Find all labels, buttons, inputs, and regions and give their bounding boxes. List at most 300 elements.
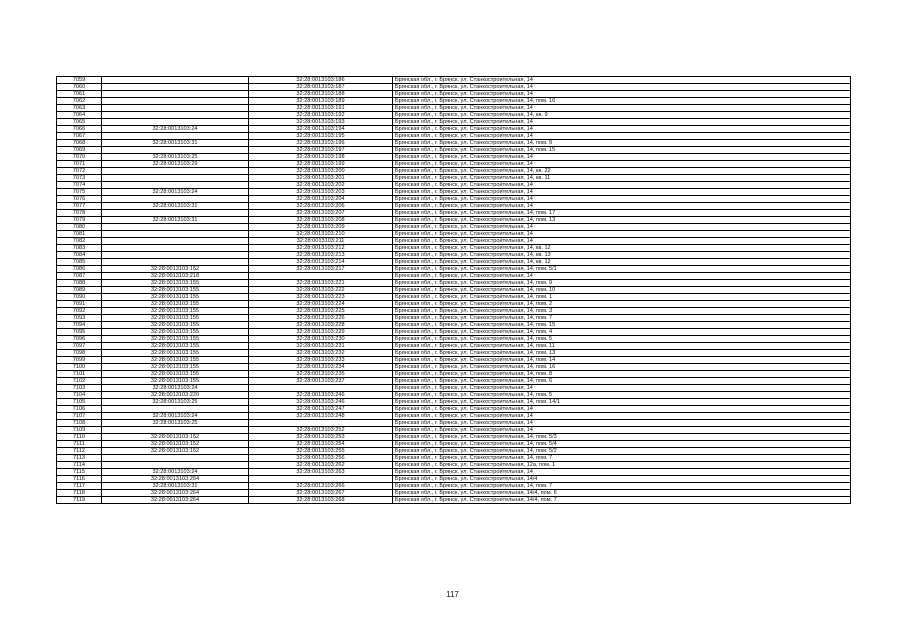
address-cell: Брянская обл., г. Брянск, ул. Станкостроительная, 14, кв. 12 xyxy=(393,245,851,252)
old-cadastral-cell xyxy=(102,182,249,189)
old-cadastral-cell xyxy=(102,133,249,140)
table-row xyxy=(57,308,851,315)
old-cadastral-cell: 32:28:0013103:155 xyxy=(102,287,249,294)
cadastral-number-cell: 32:28:0013103:212 xyxy=(249,245,393,252)
address-cell: Брянская обл., г. Брянск, ул. Станкостроительная, 14 xyxy=(393,154,851,161)
old-cadastral-cell xyxy=(102,77,249,84)
row-number-cell: 7103 xyxy=(57,385,102,392)
cadastral-number-cell: 32:28:0013103:233 xyxy=(249,357,393,364)
address-cell: Брянская обл., г. Брянск, ул. Станкостроительная, 14, пом. 2 xyxy=(393,301,851,308)
table-row xyxy=(57,469,851,476)
table-row xyxy=(57,231,851,238)
old-cadastral-cell: 32:28:0013103:155 xyxy=(102,343,249,350)
row-number-cell: 7115 xyxy=(57,469,102,476)
address-cell: Брянская обл., г. Брянск, ул. Станкостроительная, 14 xyxy=(393,413,851,420)
table-row xyxy=(57,252,851,259)
row-number-cell: 7096 xyxy=(57,336,102,343)
address-cell: Брянская обл., г. Брянск, ул. Станкостроительная, 14/4 xyxy=(393,476,851,483)
address-cell: Брянская обл., г. Брянск, ул. Станкостроительная, 14, пом. 7 xyxy=(393,315,851,322)
address-cell: Брянская обл., г. Брянск, ул. Станкостроительная, 14, пом. 4 xyxy=(393,329,851,336)
row-number-cell: 7110 xyxy=(57,434,102,441)
table-row xyxy=(57,336,851,343)
old-cadastral-cell xyxy=(102,406,249,413)
cadastral-number-cell: 32:28:0013103:194 xyxy=(249,126,393,133)
old-cadastral-cell: 32:28:0013103:24 xyxy=(102,469,249,476)
address-cell: Брянская обл., г. Брянск, ул. Станкостроительная, 14 xyxy=(393,196,851,203)
address-cell: Брянская обл., г. Брянск, ул. Станкостроительная, 14, кв. 9 xyxy=(393,112,851,119)
cadastral-number-cell: 32:28:0013103:187 xyxy=(249,84,393,91)
cadastral-number-cell: 32:28:0013103:224 xyxy=(249,301,393,308)
row-number-cell: 7086 xyxy=(57,266,102,273)
cadastral-number-cell: 32:28:0013103:214 xyxy=(249,259,393,266)
address-cell: Брянская обл., г. Брянск, ул. Станкостроительная, 14, кв. 22 xyxy=(393,168,851,175)
row-number-cell: 7087 xyxy=(57,273,102,280)
address-cell: Брянская обл., г. Брянск, ул. Станкостроительная, 14, пом. 16 xyxy=(393,364,851,371)
address-cell: Брянская обл., г. Брянск, ул. Станкостроительная, 14 xyxy=(393,105,851,112)
table-row xyxy=(57,238,851,245)
cadastral-number-cell: 32:28:0013103:200 xyxy=(249,168,393,175)
address-cell: Брянская обл., г. Брянск, ул. Станкостроительная, 12а, пом. 1 xyxy=(393,462,851,469)
cadastral-number-cell: 32:28:0013103:192 xyxy=(249,112,393,119)
old-cadastral-cell: 32:28:0013103:31 xyxy=(102,140,249,147)
register-sheet xyxy=(56,76,850,504)
row-number-cell: 7069 xyxy=(57,147,102,154)
row-number-cell: 7071 xyxy=(57,161,102,168)
cadastral-number-cell: 32:28:0013103:210 xyxy=(249,231,393,238)
cadastral-number-cell: 32:28:0013103:267 xyxy=(249,490,393,497)
row-number-cell: 7074 xyxy=(57,182,102,189)
row-number-cell: 7109 xyxy=(57,427,102,434)
address-cell: Брянская обл., г. Брянск, ул. Станкостроительная, 14, кв. 11 xyxy=(393,175,851,182)
cadastral-number-cell: 32:28:0013103:246 xyxy=(249,392,393,399)
table-row xyxy=(57,140,851,147)
cadastral-number-cell xyxy=(249,476,393,483)
cadastral-number-cell: 32:28:0013103:256 xyxy=(249,455,393,462)
cadastral-number-cell: 32:28:0013103:231 xyxy=(249,343,393,350)
cadastral-number-cell: 32:28:0013103:207 xyxy=(249,210,393,217)
cadastral-number-cell: 32:28:0013103:213 xyxy=(249,252,393,259)
old-cadastral-cell: 32:28:0013103:220 xyxy=(102,392,249,399)
old-cadastral-cell xyxy=(102,231,249,238)
old-cadastral-cell: 32:28:0013103:155 xyxy=(102,329,249,336)
table-row xyxy=(57,175,851,182)
old-cadastral-cell xyxy=(102,427,249,434)
old-cadastral-cell: 32:28:0013103:31 xyxy=(102,483,249,490)
address-cell: Брянская обл., г. Брянск, ул. Станкостроительная, 14, пом. 3 xyxy=(393,308,851,315)
table-row xyxy=(57,294,851,301)
row-number-cell: 7070 xyxy=(57,154,102,161)
address-cell: Брянская обл., г. Брянск, ул. Станкостроительная, 14, пом. 13 xyxy=(393,350,851,357)
row-number-cell: 7060 xyxy=(57,84,102,91)
cadastral-number-cell: 32:28:0013103:263 xyxy=(249,469,393,476)
cadastral-register-table xyxy=(56,76,851,504)
address-cell: Брянская обл., г. Брянск, ул. Станкостроительная, 14, пом. 5/1 xyxy=(393,266,851,273)
row-number-cell: 7065 xyxy=(57,119,102,126)
cadastral-number-cell: 32:28:0013103:266 xyxy=(249,483,393,490)
old-cadastral-cell: 32:28:0013103:25 xyxy=(102,399,249,406)
old-cadastral-cell: 32:28:0013103:29 xyxy=(102,161,249,168)
table-row xyxy=(57,483,851,490)
address-cell: Брянская обл., г. Брянск, ул. Станкостроительная, 14 xyxy=(393,469,851,476)
address-cell: Брянская обл., г. Брянск, ул. Станкостроительная, 14, пом. 5/3 xyxy=(393,434,851,441)
table-row xyxy=(57,448,851,455)
row-number-cell: 7093 xyxy=(57,315,102,322)
row-number-cell: 7101 xyxy=(57,371,102,378)
row-number-cell: 7059 xyxy=(57,77,102,84)
address-cell: Брянская обл., г. Брянск, ул. Станкостроительная, 14, пом. 10 xyxy=(393,287,851,294)
address-cell: Брянская обл., г. Брянск, ул. Станкостроительная, 14 xyxy=(393,203,851,210)
cadastral-number-cell: 32:28:0013103:225 xyxy=(249,308,393,315)
address-cell: Брянская обл., г. Брянск, ул. Станкостроительная, 14 xyxy=(393,273,851,280)
old-cadastral-cell xyxy=(102,91,249,98)
cadastral-number-cell: 32:28:0013103:228 xyxy=(249,322,393,329)
old-cadastral-cell: 32:28:0013103:24 xyxy=(102,385,249,392)
table-row xyxy=(57,112,851,119)
page-number: 117 xyxy=(446,590,459,599)
row-number-cell: 7077 xyxy=(57,203,102,210)
table-row xyxy=(57,434,851,441)
row-number-cell: 7094 xyxy=(57,322,102,329)
row-number-cell: 7089 xyxy=(57,287,102,294)
table-row xyxy=(57,322,851,329)
address-cell: Брянская обл., г. Брянск, ул. Станкостроительная, 14, пом. 7 xyxy=(393,455,851,462)
address-cell: Брянская обл., г. Брянск, ул. Станкостроительная, 14 xyxy=(393,91,851,98)
old-cadastral-cell xyxy=(102,245,249,252)
address-cell: Брянская обл., г. Брянск, ул. Станкостроительная, 14 xyxy=(393,189,851,196)
old-cadastral-cell: 32:28:0013103:31 xyxy=(102,217,249,224)
table-row xyxy=(57,455,851,462)
table-row xyxy=(57,392,851,399)
row-number-cell: 7098 xyxy=(57,350,102,357)
old-cadastral-cell: 32:28:0013103:155 xyxy=(102,294,249,301)
cadastral-number-cell: 32:28:0013103:204 xyxy=(249,196,393,203)
address-cell: Брянская обл., г. Брянск, ул. Станкостроительная, 14 xyxy=(393,161,851,168)
table-row xyxy=(57,427,851,434)
address-cell: Брянская обл., г. Брянск, ул. Станкостроительная, 14, пом. 5/2 xyxy=(393,448,851,455)
table-row xyxy=(57,329,851,336)
address-cell: Брянская обл., г. Брянск, ул. Станкостроительная, 14, пом. 6 xyxy=(393,378,851,385)
address-cell: Брянская обл., г. Брянск, ул. Станкостроительная, 14, пом. 1 xyxy=(393,294,851,301)
cadastral-number-cell: 32:28:0013103:255 xyxy=(249,448,393,455)
row-number-cell: 7079 xyxy=(57,217,102,224)
old-cadastral-cell: 32:28:0013103:152 xyxy=(102,441,249,448)
table-row xyxy=(57,217,851,224)
cadastral-number-cell: 32:28:0013103:252 xyxy=(249,427,393,434)
row-number-cell: 7082 xyxy=(57,238,102,245)
table-row xyxy=(57,364,851,371)
table-row xyxy=(57,133,851,140)
row-number-cell: 7114 xyxy=(57,462,102,469)
row-number-cell: 7095 xyxy=(57,329,102,336)
row-number-cell: 7105 xyxy=(57,399,102,406)
old-cadastral-cell xyxy=(102,196,249,203)
address-cell: Брянская обл., г. Брянск, ул. Станкостроительная, 14 xyxy=(393,126,851,133)
table-row xyxy=(57,385,851,392)
row-number-cell: 7067 xyxy=(57,133,102,140)
table-row xyxy=(57,98,851,105)
old-cadastral-cell: 32:28:0013103:155 xyxy=(102,280,249,287)
old-cadastral-cell: 32:28:0013103:155 xyxy=(102,378,249,385)
table-row xyxy=(57,91,851,98)
cadastral-number-cell: 32:28:0013103:262 xyxy=(249,462,393,469)
row-number-cell: 7080 xyxy=(57,224,102,231)
old-cadastral-cell: 32:28:0013103:152 xyxy=(102,448,249,455)
table-row xyxy=(57,105,851,112)
table-row xyxy=(57,350,851,357)
cadastral-number-cell: 32:28:0013103:203 xyxy=(249,189,393,196)
table-row xyxy=(57,245,851,252)
old-cadastral-cell: 32:28:0013103:24 xyxy=(102,413,249,420)
cadastral-number-cell: 32:28:0013103:237 xyxy=(249,378,393,385)
address-cell: Брянская обл., г. Брянск, ул. Станкостроительная, 14, кв. 13 xyxy=(393,252,851,259)
old-cadastral-cell xyxy=(102,98,249,105)
row-number-cell: 7061 xyxy=(57,91,102,98)
cadastral-number-cell: 32:28:0013103:232 xyxy=(249,350,393,357)
table-row xyxy=(57,413,851,420)
table-row xyxy=(57,462,851,469)
old-cadastral-cell: 32:28:0013103:155 xyxy=(102,315,249,322)
table-row xyxy=(57,161,851,168)
address-cell: Брянская обл., г. Брянск, ул. Станкостроительная, 14 xyxy=(393,182,851,189)
table-row xyxy=(57,84,851,91)
row-number-cell: 7107 xyxy=(57,413,102,420)
row-number-cell: 7075 xyxy=(57,189,102,196)
row-number-cell: 7097 xyxy=(57,343,102,350)
table-row xyxy=(57,266,851,273)
address-cell: Брянская обл., г. Брянск, ул. Станкостроительная, 14, пом. 14/1 xyxy=(393,399,851,406)
row-number-cell: 7066 xyxy=(57,126,102,133)
old-cadastral-cell: 32:28:0013103:155 xyxy=(102,308,249,315)
old-cadastral-cell xyxy=(102,238,249,245)
table-row xyxy=(57,490,851,497)
cadastral-number-cell: 32:28:0013103:226 xyxy=(249,315,393,322)
cadastral-number-cell: 32:28:0013103:211 xyxy=(249,238,393,245)
old-cadastral-cell: 32:28:0013103:264 xyxy=(102,490,249,497)
cadastral-number-cell: 32:28:0013103:199 xyxy=(249,161,393,168)
cadastral-number-cell: 32:28:0013103:235 xyxy=(249,371,393,378)
table-row xyxy=(57,273,851,280)
old-cadastral-cell: 32:28:0013103:155 xyxy=(102,364,249,371)
table-row xyxy=(57,147,851,154)
old-cadastral-cell xyxy=(102,252,249,259)
table-row xyxy=(57,189,851,196)
table-row xyxy=(57,210,851,217)
address-cell: Брянская обл., г. Брянск, ул. Станкостроительная, 14, пом. 7 xyxy=(393,483,851,490)
table-row xyxy=(57,280,851,287)
address-cell: Брянская обл., г. Брянск, ул. Станкостроительная, 14/4, пом. 7 xyxy=(393,497,851,504)
address-cell: Брянская обл., г. Брянск, ул. Станкостроительная, 14, пом. 13 xyxy=(393,217,851,224)
address-cell: Брянская обл., г. Брянск, ул. Станкостроительная, 14 xyxy=(393,238,851,245)
cadastral-number-cell: 32:28:0013103:201 xyxy=(249,175,393,182)
old-cadastral-cell: 32:28:0013103:25 xyxy=(102,420,249,427)
table-row xyxy=(57,182,851,189)
row-number-cell: 7113 xyxy=(57,455,102,462)
cadastral-number-cell: 32:28:0013103:246 xyxy=(249,399,393,406)
cadastral-number-cell: 32:28:0013103:230 xyxy=(249,336,393,343)
cadastral-number-cell: 32:28:0013103:217 xyxy=(249,266,393,273)
row-number-cell: 7100 xyxy=(57,364,102,371)
table-row xyxy=(57,196,851,203)
old-cadastral-cell: 32:28:0013103:24 xyxy=(102,189,249,196)
row-number-cell: 7072 xyxy=(57,168,102,175)
table-row xyxy=(57,420,851,427)
address-cell: Брянская обл., г. Брянск, ул. Станкостроительная, 14 xyxy=(393,231,851,238)
address-cell: Брянская обл., г. Брянск, ул. Станкостроительная, 14 xyxy=(393,427,851,434)
row-number-cell: 7099 xyxy=(57,357,102,364)
old-cadastral-cell: 32:28:0013103:264 xyxy=(102,497,249,504)
row-number-cell: 7108 xyxy=(57,420,102,427)
old-cadastral-cell: 32:28:0013103:25 xyxy=(102,154,249,161)
old-cadastral-cell xyxy=(102,112,249,119)
old-cadastral-cell xyxy=(102,210,249,217)
cadastral-number-cell: 32:28:0013103:189 xyxy=(249,98,393,105)
row-number-cell: 7118 xyxy=(57,490,102,497)
cadastral-number-cell: 32:28:0013103:254 xyxy=(249,441,393,448)
old-cadastral-cell xyxy=(102,455,249,462)
address-cell: Брянская обл., г. Брянск, ул. Станкостроительная, 14, пом. 5 xyxy=(393,392,851,399)
address-cell: Брянская обл., г. Брянск, ул. Станкостроительная, 14 xyxy=(393,224,851,231)
old-cadastral-cell xyxy=(102,224,249,231)
address-cell: Брянская обл., г. Брянск, ул. Станкостроительная, 14 xyxy=(393,119,851,126)
cadastral-number-cell: 32:28:0013103:191 xyxy=(249,105,393,112)
address-cell: Брянская обл., г. Брянск, ул. Станкостроительная, 14, пом. 5 xyxy=(393,336,851,343)
old-cadastral-cell: 32:28:0013103:155 xyxy=(102,371,249,378)
table-row xyxy=(57,441,851,448)
cadastral-number-cell xyxy=(249,273,393,280)
old-cadastral-cell: 32:28:0013103:155 xyxy=(102,322,249,329)
row-number-cell: 7078 xyxy=(57,210,102,217)
old-cadastral-cell: 32:28:0013103:152 xyxy=(102,266,249,273)
cadastral-number-cell: 32:28:0013103:197 xyxy=(249,147,393,154)
cadastral-number-cell: 32:28:0013103:234 xyxy=(249,364,393,371)
address-cell: Брянская обл., г. Брянск, ул. Станкостроительная, 14 xyxy=(393,385,851,392)
address-cell: Брянская обл., г. Брянск, ул. Станкостроительная, 14 xyxy=(393,420,851,427)
table-row xyxy=(57,168,851,175)
old-cadastral-cell: 32:28:0013103:31 xyxy=(102,203,249,210)
address-cell: Брянская обл., г. Брянск, ул. Станкостроительная, 14, пом. 17 xyxy=(393,210,851,217)
address-cell: Брянская обл., г. Брянск, ул. Станкостроительная, 14, пом. 14 xyxy=(393,357,851,364)
table-row xyxy=(57,77,851,84)
row-number-cell: 7116 xyxy=(57,476,102,483)
address-cell: Брянская обл., г. Брянск, ул. Станкостроительная, 14, кв. 12 xyxy=(393,259,851,266)
cadastral-number-cell xyxy=(249,385,393,392)
table-row xyxy=(57,371,851,378)
table-row xyxy=(57,378,851,385)
row-number-cell: 7092 xyxy=(57,308,102,315)
old-cadastral-cell xyxy=(102,259,249,266)
cadastral-number-cell: 32:28:0013103:209 xyxy=(249,224,393,231)
row-number-cell: 7088 xyxy=(57,280,102,287)
row-number-cell: 7104 xyxy=(57,392,102,399)
old-cadastral-cell: 32:28:0013103:155 xyxy=(102,336,249,343)
row-number-cell: 7064 xyxy=(57,112,102,119)
row-number-cell: 7112 xyxy=(57,448,102,455)
old-cadastral-cell xyxy=(102,147,249,154)
row-number-cell: 7102 xyxy=(57,378,102,385)
row-number-cell: 7068 xyxy=(57,140,102,147)
old-cadastral-cell xyxy=(102,168,249,175)
cadastral-number-cell xyxy=(249,420,393,427)
row-number-cell: 7119 xyxy=(57,497,102,504)
old-cadastral-cell: 32:28:0013103:155 xyxy=(102,301,249,308)
table-row xyxy=(57,406,851,413)
cadastral-number-cell: 32:28:0013103:195 xyxy=(249,133,393,140)
table-row xyxy=(57,357,851,364)
cadastral-number-cell: 32:28:0013103:221 xyxy=(249,280,393,287)
cadastral-number-cell: 32:28:0013103:248 xyxy=(249,413,393,420)
cadastral-number-cell: 32:28:0013103:206 xyxy=(249,203,393,210)
old-cadastral-cell: 32:28:0013103:155 xyxy=(102,357,249,364)
cadastral-number-cell: 32:28:0013103:268 xyxy=(249,497,393,504)
address-cell: Брянская обл., г. Брянск, ул. Станкостроительная, 14 xyxy=(393,133,851,140)
cadastral-number-cell: 32:28:0013103:186 xyxy=(249,77,393,84)
cadastral-number-cell: 32:28:0013103:229 xyxy=(249,329,393,336)
row-number-cell: 7062 xyxy=(57,98,102,105)
cadastral-number-cell: 32:28:0013103:188 xyxy=(249,91,393,98)
row-number-cell: 7073 xyxy=(57,175,102,182)
old-cadastral-cell: 32:28:0013103:264 xyxy=(102,476,249,483)
cadastral-number-cell: 32:28:0013103:208 xyxy=(249,217,393,224)
cadastral-number-cell: 32:28:0013103:253 xyxy=(249,434,393,441)
old-cadastral-cell xyxy=(102,175,249,182)
row-number-cell: 7091 xyxy=(57,301,102,308)
old-cadastral-cell: 32:28:0013103:155 xyxy=(102,350,249,357)
row-number-cell: 7084 xyxy=(57,252,102,259)
cadastral-number-cell: 32:28:0013103:222 xyxy=(249,287,393,294)
cadastral-number-cell: 32:28:0013103:202 xyxy=(249,182,393,189)
address-cell: Брянская обл., г. Брянск, ул. Станкостроительная, 14, пом. 15 xyxy=(393,322,851,329)
old-cadastral-cell: 32:28:0013103:218 xyxy=(102,273,249,280)
table-row xyxy=(57,154,851,161)
old-cadastral-cell xyxy=(102,462,249,469)
old-cadastral-cell xyxy=(102,119,249,126)
row-number-cell: 7085 xyxy=(57,259,102,266)
address-cell: Брянская обл., г. Брянск, ул. Станкостроительная, 14 xyxy=(393,77,851,84)
table-row xyxy=(57,343,851,350)
row-number-cell: 7111 xyxy=(57,441,102,448)
address-cell: Брянская обл., г. Брянск, ул. Станкостроительная, 14, пом. 8 xyxy=(393,371,851,378)
cadastral-number-cell: 32:28:0013103:193 xyxy=(249,119,393,126)
old-cadastral-cell: 32:28:0013103:24 xyxy=(102,126,249,133)
table-row xyxy=(57,497,851,504)
table-row xyxy=(57,301,851,308)
address-cell: Брянская обл., г. Брянск, ул. Станкостроительная, 14 xyxy=(393,84,851,91)
old-cadastral-cell: 32:28:0013103:152 xyxy=(102,434,249,441)
table-row xyxy=(57,119,851,126)
table-row xyxy=(57,399,851,406)
address-cell: Брянская обл., г. Брянск, ул. Станкостроительная, 14, пом. 9 xyxy=(393,280,851,287)
row-number-cell: 7083 xyxy=(57,245,102,252)
row-number-cell: 7081 xyxy=(57,231,102,238)
table-row xyxy=(57,476,851,483)
row-number-cell: 7090 xyxy=(57,294,102,301)
cadastral-number-cell: 32:28:0013103:247 xyxy=(249,406,393,413)
address-cell: Брянская обл., г. Брянск, ул. Станкостроительная, 14, пом. 16 xyxy=(393,98,851,105)
table-row xyxy=(57,315,851,322)
cadastral-number-cell: 32:28:0013103:223 xyxy=(249,294,393,301)
cadastral-number-cell: 32:28:0013103:196 xyxy=(249,140,393,147)
address-cell: Брянская обл., г. Брянск, ул. Станкостроительная, 14, пом. 9 xyxy=(393,140,851,147)
old-cadastral-cell xyxy=(102,105,249,112)
row-number-cell: 7106 xyxy=(57,406,102,413)
table-row xyxy=(57,259,851,266)
address-cell: Брянская обл., г. Брянск, ул. Станкостроительная, 14, пом. 11 xyxy=(393,343,851,350)
cadastral-number-cell: 32:28:0013103:198 xyxy=(249,154,393,161)
row-number-cell: 7063 xyxy=(57,105,102,112)
address-cell: Брянская обл., г. Брянск, ул. Станкостроительная, 14/4, пом. 6 xyxy=(393,490,851,497)
old-cadastral-cell xyxy=(102,84,249,91)
table-row xyxy=(57,203,851,210)
